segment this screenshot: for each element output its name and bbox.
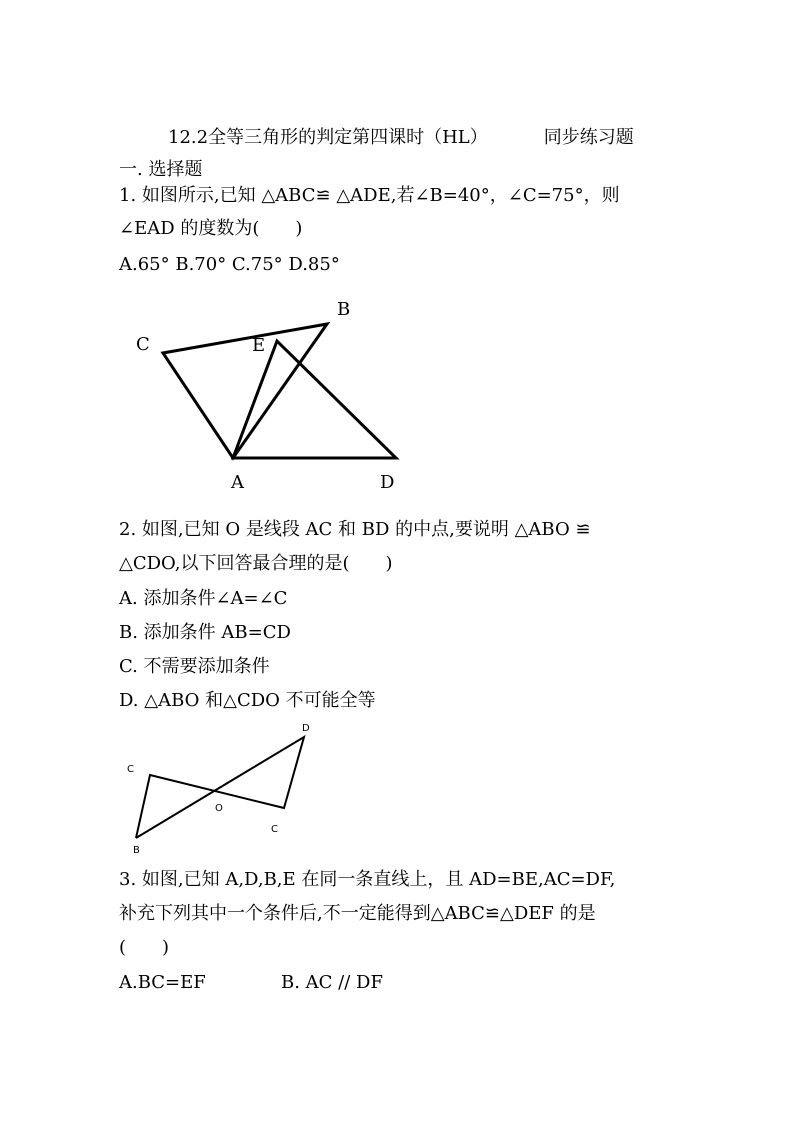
q3-stem-line1: 3. 如图,已知 A,D,B,E 在同一条直线上，且 AD=BE,AC=DF,: [119, 869, 616, 890]
title-sub: 同步练习题: [543, 127, 634, 148]
q2-stem-line2: △CDO,以下回答最合理的是( ): [119, 553, 393, 574]
q1-label-b: B: [337, 299, 351, 320]
q2-label-c-left: C: [127, 764, 134, 775]
q3-stem-line3: ( ): [119, 937, 170, 958]
q2-label-d: D: [302, 723, 310, 734]
q2-label-c-right: C: [271, 824, 278, 835]
q1-stem-line1: 1. 如图所示,已知 △ABC≌ △ADE,若∠B=40°，∠C=75°，则: [119, 185, 620, 206]
q2-figure-lines: [136, 737, 304, 838]
q3-option-b: B. AC // DF: [281, 972, 383, 993]
q3-option-a: A.BC=EF: [119, 972, 206, 993]
q2-option-d: D. △ABO 和△CDO 不可能全等: [119, 690, 376, 711]
q1-label-c: C: [136, 334, 150, 355]
q1-stem-line2: ∠EAD 的度数为( ): [119, 218, 303, 239]
q2-label-o: O: [215, 803, 223, 814]
q2-option-a: A. 添加条件∠A=∠C: [119, 588, 288, 609]
q2-label-b: B: [133, 845, 140, 856]
q1-label-a: A: [231, 472, 244, 493]
title-main: 12.2全等三角形的判定第四课时（HL）: [168, 127, 488, 148]
q2-option-c: C. 不需要添加条件: [119, 656, 270, 677]
q2-stem-line1: 2. 如图,已知 O 是线段 AC 和 BD 的中点,要说明 △ABO ≌: [119, 519, 591, 540]
section-heading: 一. 选择题: [119, 159, 203, 180]
q1-options: A.65° B.70° C.75° D.85°: [119, 254, 340, 275]
q3-stem-line2: 补充下列其中一个条件后,不一定能得到△ABC≌△DEF 的是: [119, 903, 596, 924]
q2-option-b: B. 添加条件 AB=CD: [119, 622, 291, 643]
q1-label-d: D: [380, 472, 395, 493]
q1-label-e: E: [252, 335, 266, 356]
